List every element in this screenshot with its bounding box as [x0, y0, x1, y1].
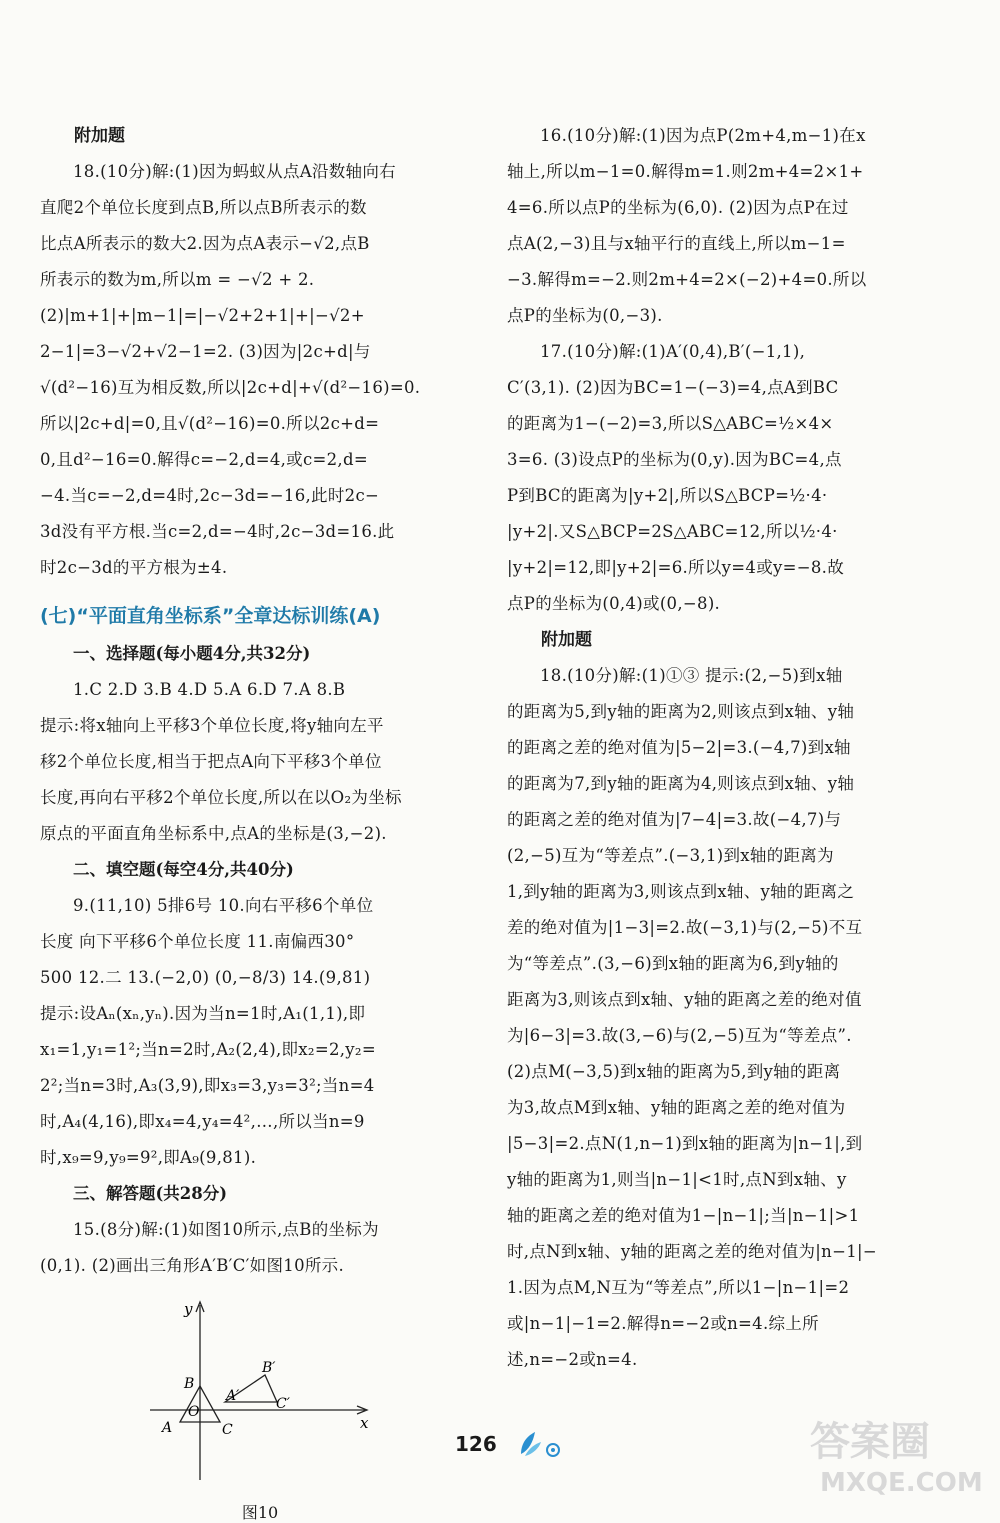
text-line: 的距离为1−(−2)=3,所以S△ABC=½×4× [507, 414, 834, 433]
text-line: 4=6.所以点P的坐标为(6,0). (2)因为点P在过 [507, 198, 849, 217]
text-line: P到BC的距离为|y+2|,所以S△BCP=½·4· [507, 486, 828, 505]
text-line: 的距离之差的绝对值为|5−2|=3.(−4,7)到x轴 [507, 738, 851, 757]
label-a-prime: A′ [226, 1388, 240, 1404]
q18-left [40, 154, 460, 586]
figure-caption: 图10 [241, 1503, 279, 1522]
label-x: x [360, 1414, 369, 1432]
leaf-ornament-icon [515, 1428, 565, 1462]
text-line: 18.(10分)解:(1)因为蚂蚁从点A沿数轴向右 [73, 162, 396, 181]
label-a: A [162, 1420, 173, 1436]
watermark-logo [800, 1405, 990, 1500]
q17 [507, 334, 927, 622]
q16 [507, 118, 927, 334]
text-line: 点P的坐标为(0,−3). [507, 306, 663, 325]
text-line: 原点的平面直角坐标系中,点A的坐标是(3,−2). [40, 824, 387, 843]
text-line: C′(3,1). (2)因为BC=1−(−3)=4,点A到BC [507, 378, 839, 397]
svg-text:MXQE.COM: MXQE.COM [820, 1468, 983, 1498]
text-line: 点A(2,−3)且与x轴平行的直线上,所以m−1= [507, 234, 846, 253]
text-line: 2²;当n=3时,A₃(3,9),即x₃=3,y₃=3²;当n=4 [40, 1076, 375, 1095]
text-line: 距离为3,则该点到x轴、y轴的距离之差的绝对值 [507, 990, 862, 1009]
text-line: |y+2|=12,即|y+2|=6.所以y=4或y=−8.故 [507, 558, 845, 577]
label-c: C [222, 1422, 233, 1438]
text-line: |y+2|.又S△BCP=2S△ABC=12,所以½·4· [507, 522, 838, 541]
text-line: 0,且d²−16=0.解得c=−2,d=4,或c=2,d= [40, 450, 368, 469]
text-line: 提示:设Aₙ(xₙ,yₙ).因为当n=1时,A₁(1,1),即 [40, 1004, 366, 1023]
text-line: 点P的坐标为(0,4)或(0,−8). [507, 594, 721, 613]
text-line: 的距离之差的绝对值为|7−4|=3.故(−4,7)与 [507, 810, 842, 829]
svg-text:答案圈: 答案圈 [810, 1419, 930, 1465]
text-line: −3.解得m=−2.则2m+4=2×(−2)+4=0.所以 [507, 270, 867, 289]
text-line: 16.(10分)解:(1)因为点P(2m+4,m−1)在x [540, 126, 866, 145]
text-line: 2−1|=3−√2+√2−1=2. (3)因为|2c+d|与 [40, 342, 371, 361]
text-line: 3=6. (3)设点P的坐标为(0,y).因为BC=4,点 [507, 450, 842, 469]
label-b-prime: B′ [262, 1360, 276, 1376]
subsection-fill: 二、填空题(每空4分,共40分) [73, 860, 294, 879]
left-column [40, 118, 460, 1520]
text-line: 时2c−3d的平方根为±4. [40, 558, 228, 577]
text-line: 为3,故点M到x轴、y轴的距离之差的绝对值为 [507, 1098, 846, 1117]
text-line: (2)|m+1|+|m−1|=|−√2+2+1|+|−√2+ [40, 306, 365, 325]
text-line: 轴上,所以m−1=0.解得m=1.则2m+4=2×1+ [507, 162, 864, 181]
text-line: −4.当c=−2,d=4时,2c−3d=−16,此时2c− [40, 486, 380, 505]
text-line: (2)点M(−3,5)到x轴的距离为5,到y轴的距离 [507, 1062, 841, 1081]
extra-heading-right: 附加题 [541, 630, 592, 650]
text-line: 17.(10分)解:(1)A′(0,4),B′(−1,1), [540, 342, 806, 361]
fill-answers [40, 888, 460, 996]
hint-1 [40, 708, 460, 852]
label-b: B [184, 1376, 195, 1392]
subsection-solve: 三、解答题(共28分) [73, 1184, 228, 1203]
text-line: 述,n=−2或n=4. [507, 1350, 638, 1369]
hint-2 [40, 996, 460, 1176]
coordinate-diagram [140, 1290, 380, 1490]
text-line: 的距离为7,到y轴的距离为4,则该点到x轴、y轴 [507, 774, 855, 793]
label-y: y [184, 1300, 193, 1318]
q18-right [507, 658, 927, 1378]
text-line: 比点A所表示的数大2.因为点A表示−√2,点B [40, 234, 370, 253]
text-line: 所以|2c+d|=0,且√(d²−16)=0.所以2c+d= [40, 414, 380, 433]
text-line: 长度 向下平移6个单位长度 11.南偏西30° [40, 932, 355, 951]
text-line: 轴的距离之差的绝对值为1−|n−1|;当|n−1|>1 [507, 1206, 860, 1225]
text-line: 9.(11,10) 5排6号 10.向右平移6个单位 [73, 896, 374, 915]
text-line: |5−3|=2.点N(1,n−1)到x轴的距离为|n−1|,到 [507, 1134, 863, 1153]
text-line: (0,1). (2)画出三角形A′B′C′如图10所示. [40, 1256, 345, 1275]
page-number: 126 [455, 1432, 497, 1456]
text-line: 18.(10分)解:(1)①③ 提示:(2,−5)到x轴 [540, 666, 843, 685]
text-line: 1.因为点M,N互为“等差点”,所以1−|n−1|=2 [507, 1278, 850, 1297]
choice-answers: 1.C 2.D 3.B 4.D 5.A 6.D 7.A 8.B [73, 680, 346, 699]
text-line: 所表示的数为m,所以m = −√2 + 2. [40, 270, 315, 289]
text-line: 时,A₄(4,16),即x₄=4,y₄=4²,…,所以当n=9 [40, 1112, 365, 1131]
text-line: (2,−5)互为“等差点”.(−3,1)到x轴的距离为 [507, 846, 834, 865]
right-column [507, 118, 927, 1378]
text-line: 3d没有平方根.当c=2,d=−4时,2c−3d=16.此 [40, 522, 395, 541]
extra-heading-left: 附加题 [74, 126, 125, 146]
text-line: 或|n−1|−1=2.解得n=−2或n=4.综上所 [507, 1314, 819, 1333]
text-line: 长度,再向右平移2个单位长度,所以在以O₂为坐标 [40, 788, 402, 807]
text-line: 1,到y轴的距离为3,则该点到x轴、y轴的距离之 [507, 882, 855, 901]
text-line: 为|6−3|=3.故(3,−6)与(2,−5)互为“等差点”. [507, 1026, 852, 1045]
text-line: 500 12.二 13.(−2,0) (0,−8/3) 14.(9,81) [40, 968, 371, 987]
section-title: (七)“平面直角坐标系”全章达标训练(A) [40, 605, 381, 627]
label-o: O [188, 1404, 200, 1420]
text-line: 提示:将x轴向上平移3个单位长度,将y轴向左平 [40, 716, 384, 735]
label-c-prime: C′ [276, 1396, 290, 1412]
text-line: 15.(8分)解:(1)如图10所示,点B的坐标为 [73, 1220, 379, 1239]
subsection-choice: 一、选择题(每小题4分,共32分) [73, 644, 311, 663]
figure-10 [140, 1290, 380, 1520]
text-line: 时,x₉=9,y₉=9²,即A₉(9,81). [40, 1148, 257, 1167]
text-line: 时,点N到x轴、y轴的距离之差的绝对值为|n−1|− [507, 1242, 878, 1261]
q15 [40, 1212, 460, 1284]
text-line: 移2个单位长度,相当于把点A向下平移3个单位 [40, 752, 382, 771]
text-line: y轴的距离为1,则当|n−1|<1时,点N到x轴、y [507, 1170, 847, 1189]
text-line: 的距离为5,到y轴的距离为2,则该点到x轴、y轴 [507, 702, 855, 721]
text-line: 差的绝对值为|1−3|=2.故(−3,1)与(2,−5)不互 [507, 918, 863, 937]
text-line: √(d²−16)互为相反数,所以|2c+d|+√(d²−16)=0. [40, 378, 421, 397]
text-line: 为“等差点”.(3,−6)到x轴的距离为6,到y轴的 [507, 954, 839, 973]
text-line: x₁=1,y₁=1²;当n=2时,A₂(2,4),即x₂=2,y₂= [40, 1040, 376, 1059]
text-line: 直爬2个单位长度到点B,所以点B所表示的数 [40, 198, 367, 217]
